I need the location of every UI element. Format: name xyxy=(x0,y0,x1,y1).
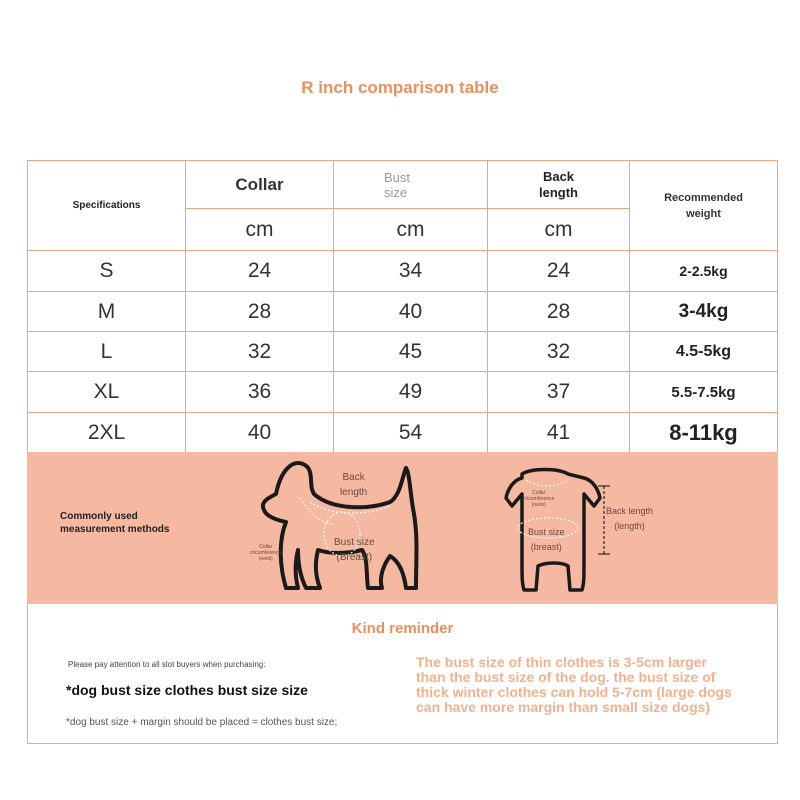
collar-value: 24 xyxy=(247,259,272,282)
bust-cell xyxy=(333,250,488,292)
weight-value: 5.5-7.5kg xyxy=(671,383,736,401)
side-collar-label: Collar circumference (neck) xyxy=(250,544,282,562)
bust-advice: The bust size of thin clothes is 3-5cm larger than the bust size of the dog. the bust size of thick winter clothes can hold 5-7cm (large dogs can have more margin than small size dogs) xyxy=(416,654,732,715)
collar-cell xyxy=(185,331,334,372)
weight-cell xyxy=(629,291,778,332)
size-cell: L xyxy=(100,339,113,363)
unit-bust xyxy=(333,208,488,251)
bust-cell xyxy=(333,412,488,453)
weight-value: 4.5-5kg xyxy=(675,342,732,360)
collar-label: Collar xyxy=(235,174,284,194)
weight-value: 3-4kg xyxy=(678,300,729,322)
bust-value: 34 xyxy=(398,259,423,282)
page-title: R inch comparison table xyxy=(301,78,499,97)
front-bust-size-label: Bust size (breast) xyxy=(528,527,565,552)
collar-cell xyxy=(185,291,334,332)
weight-cell xyxy=(629,412,778,453)
bust-value: 40 xyxy=(398,299,423,323)
size-cell: S xyxy=(99,259,114,282)
size-cell: M xyxy=(97,299,116,323)
unit-back xyxy=(487,208,630,251)
back-value: 37 xyxy=(546,380,571,403)
unit-label: cm xyxy=(245,217,274,241)
collar-cell xyxy=(185,250,334,292)
back-cell xyxy=(487,331,630,372)
collar-value: 36 xyxy=(247,380,272,403)
back-cell xyxy=(487,371,630,413)
bust-value: 49 xyxy=(398,380,423,403)
collar-value: 32 xyxy=(247,339,272,363)
back-cell xyxy=(487,412,630,453)
side-bust-size-label: Bust size (Breast) xyxy=(334,537,375,563)
size-formula: *dog bust size + margin should be placed = clothes bust size; xyxy=(66,717,338,728)
specifications-label: Specifications xyxy=(72,200,141,211)
weight-cell xyxy=(629,250,778,292)
back-value: 24 xyxy=(546,259,571,282)
bust-label: Bust size xyxy=(384,169,411,200)
size-cell: 2XL xyxy=(87,420,126,444)
table-row xyxy=(27,250,186,292)
unit-collar xyxy=(185,208,334,251)
back-length-label: Back length xyxy=(539,168,578,200)
size-cell: XL xyxy=(93,380,120,403)
table-row xyxy=(27,412,186,453)
weight-cell xyxy=(629,331,778,372)
bust-value: 45 xyxy=(398,339,423,363)
bust-cell xyxy=(333,331,488,372)
header-back xyxy=(487,160,630,209)
bust-cell xyxy=(333,371,488,413)
table-row xyxy=(27,371,186,413)
table-row xyxy=(27,291,186,332)
reminder-title: Kind reminder xyxy=(351,620,454,637)
weight-cell xyxy=(629,371,778,413)
unit-label: cm xyxy=(396,217,425,241)
front-back-length-label: Back length (length) xyxy=(606,506,654,531)
back-cell xyxy=(487,250,630,292)
bust-cell xyxy=(333,291,488,332)
collar-value: 28 xyxy=(247,299,272,323)
table-row xyxy=(27,331,186,372)
measurement-methods-label: Commonly used measurement methods xyxy=(60,511,170,535)
header-collar xyxy=(185,160,334,209)
recommended-weight-label: Recommended weight xyxy=(664,191,743,220)
side-back-length-label: Back length xyxy=(340,472,368,498)
collar-value: 40 xyxy=(247,420,272,444)
header-recommended xyxy=(629,160,778,251)
back-value: 28 xyxy=(546,299,571,323)
back-value: 41 xyxy=(546,420,571,444)
collar-cell xyxy=(185,371,334,413)
header-specifications xyxy=(27,160,186,251)
unit-label: cm xyxy=(544,217,573,241)
weight-value: 2-2.5kg xyxy=(679,263,728,279)
collar-cell xyxy=(185,412,334,453)
bust-value: 54 xyxy=(398,420,423,444)
purchase-note: Please pay attention to all slot buyers when purchasing: xyxy=(68,660,266,669)
front-collar-label: Collar circumference (neck) xyxy=(523,490,555,508)
header-bust xyxy=(333,160,488,209)
back-cell xyxy=(487,291,630,332)
weight-value: 8-11kg xyxy=(669,419,738,445)
back-value: 32 xyxy=(546,339,571,363)
size-rule: *dog bust size clothes bust size size xyxy=(66,682,308,698)
